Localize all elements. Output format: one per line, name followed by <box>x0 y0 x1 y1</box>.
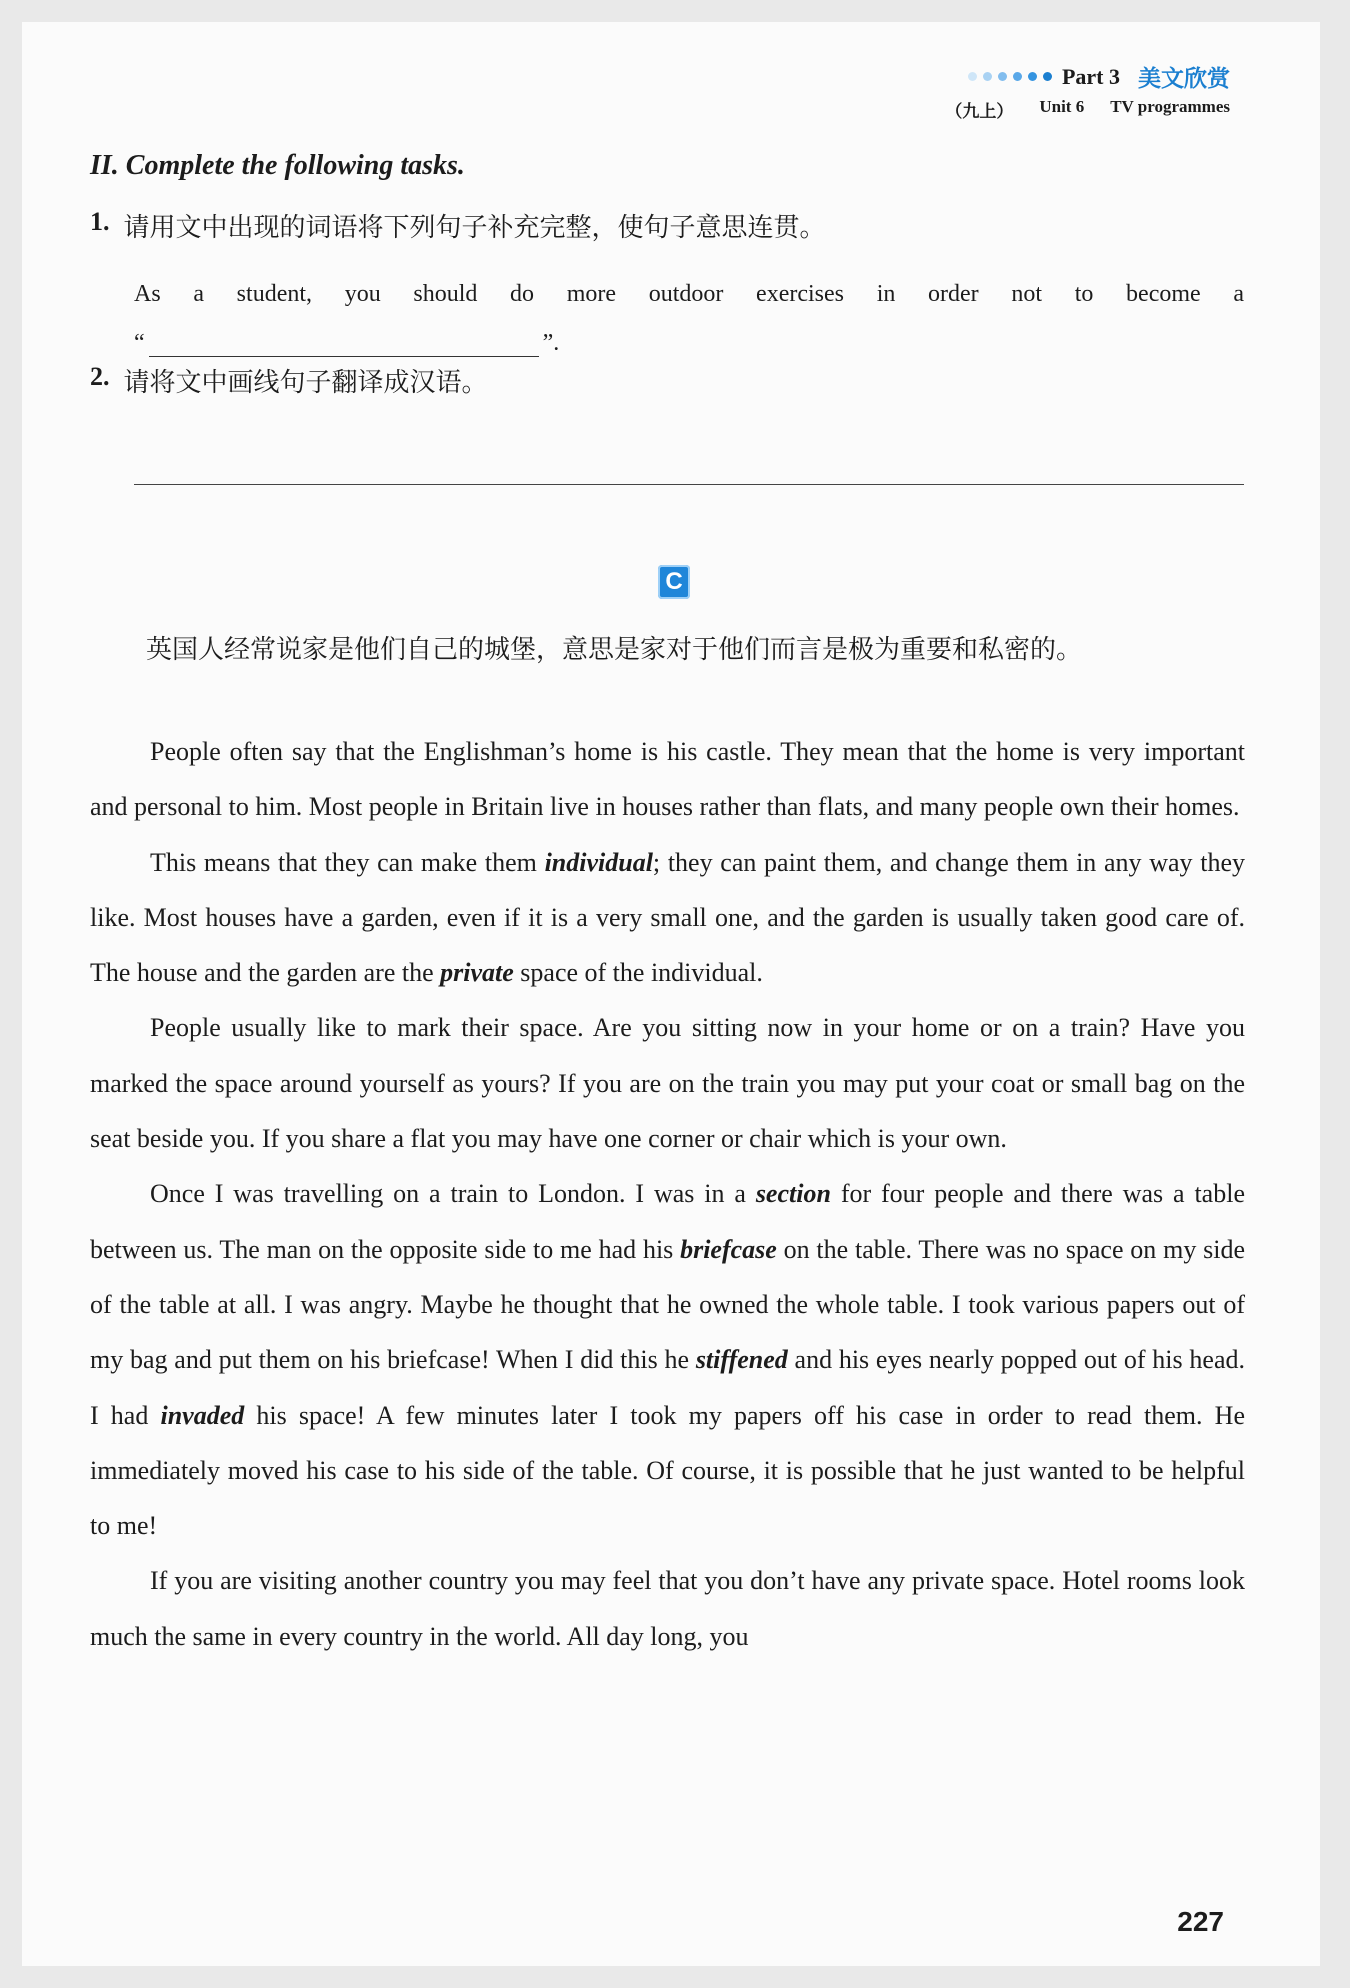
section-subtitle: 美文欣赏 <box>1138 66 1230 92</box>
unit-label: Unit 6 <box>1039 97 1085 116</box>
keyword: section <box>755 1179 831 1209</box>
dot-icon <box>983 72 992 81</box>
close-quote: ”. <box>542 330 560 356</box>
dot-icon <box>1013 72 1022 81</box>
reading-passage <box>90 724 1245 1664</box>
task-1-sentence: As a student, you should do more outdoor exercises in order not to become a <box>134 281 1244 307</box>
fill-blank <box>134 330 559 357</box>
passage-intro: 英国人经常说家是他们自己的城堡，意思是家对于他们而言是极为重要和私密的。 <box>146 635 1083 665</box>
task-instruction: 请将文中画线句子翻译成汉语。 <box>123 368 488 398</box>
task-2 <box>90 362 488 399</box>
paragraph: Once I was travelling on a train to London. I was in a section for four people and there was a table between us. The man on the opposite side to me had his briefcase on the table. There was no space on my side of the table at all. I was angry. Maybe he thought that he owned the whole table. I took various papers out of my bag and put them on his briefcase! When I did this he stiffened and his eyes nearly popped out of his head. I had invaded his space! A few minutes later I took my papers off his case in order to read them. He immediately moved his case to his side of the table. Of course, it is possible that he just wanted to be helpful to me! <box>90 1179 1245 1541</box>
task-instruction: 请用文中出现的词语将下列句子补充完整，使句子意思连贯。 <box>123 213 826 243</box>
dot-icon <box>968 72 977 81</box>
exercise-section-title: II. Complete the following tasks. <box>90 150 465 181</box>
dot-icon <box>1028 72 1037 81</box>
keyword: invaded <box>160 1400 245 1430</box>
keyword: individual <box>544 847 653 877</box>
passage-badge: C <box>658 565 690 599</box>
task-1 <box>90 207 826 244</box>
part-label: Part 3 <box>1061 63 1120 89</box>
paragraph: People usually like to mark their space. Are you sitting now in your home or on a train? Have you marked the space around yourself as yours? If you are on the train you may put your coat or small bag on the seat beside you. If you share a flat you may have one corner or chair which is your own. <box>90 1013 1245 1154</box>
dot-icon <box>998 72 1007 81</box>
answer-blank[interactable] <box>149 330 539 357</box>
answer-line[interactable] <box>134 484 1244 485</box>
grade-label: （九上） <box>945 102 1014 121</box>
task-number: 1. <box>90 207 110 236</box>
open-quote: “ <box>134 330 145 356</box>
keyword: stiffened <box>695 1345 788 1375</box>
decorative-dots <box>968 72 1052 81</box>
keyword: private <box>440 958 514 988</box>
dot-icon <box>1043 72 1052 81</box>
paragraph: People often say that the Englishman’s home is his castle. They mean that the home is very important and personal to him. Most people in Britain live in houses rather than flats, and many people own their homes. <box>90 737 1245 822</box>
paragraph: This means that they can make them individual; they can paint them, and change them in any way they like. Most houses have a garden, even if it is a very small one, and the garden is usually taken good care of. The house and the garden are the private space of the individual. <box>90 847 1245 988</box>
page-header <box>945 60 1230 122</box>
keyword: briefcase <box>680 1234 777 1264</box>
textbook-page <box>22 22 1320 1966</box>
page-number: 227 <box>1177 1906 1224 1937</box>
topic-label: TV programmes <box>1110 97 1230 116</box>
task-number: 2. <box>90 362 110 391</box>
paragraph: If you are visiting another country you may feel that you don’t have any private space. Hotel rooms look much the same in every country in the world. All day long, you <box>90 1566 1245 1651</box>
